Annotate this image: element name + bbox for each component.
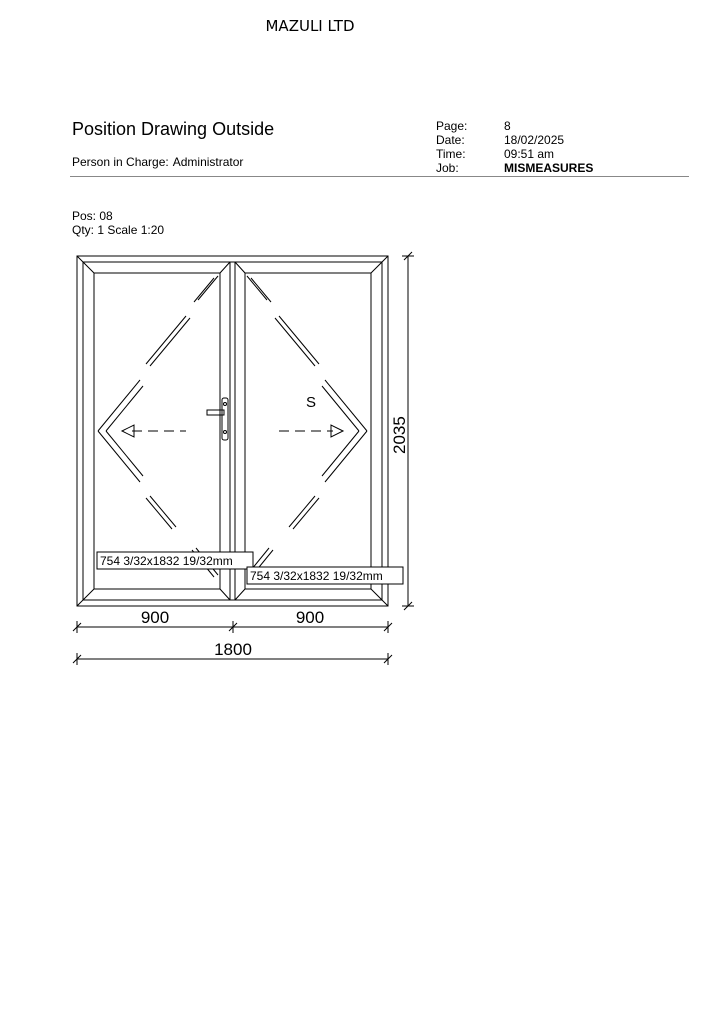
company-name: MAZULI LTD: [265, 17, 355, 35]
total-width-dimension: 1800: [214, 640, 252, 659]
right-sash: [235, 262, 382, 600]
qty-scale-line: Qty: 1 Scale 1:20: [72, 223, 165, 237]
meta-label: Date:: [436, 133, 465, 147]
meta-value: MISMEASURES: [504, 161, 594, 175]
meta-value: 8: [504, 119, 511, 133]
sash-marker: S: [306, 394, 317, 411]
width-dimension-line: [73, 621, 392, 633]
door-handle-icon: [207, 398, 228, 440]
person-label: Person in Charge:: [72, 155, 169, 169]
left-width-dimension: 900: [140, 608, 170, 627]
person-value: Administrator: [172, 155, 244, 169]
meta-value: 09:51 am: [504, 147, 555, 161]
right-opening-lines: [247, 276, 367, 577]
height-dimension: 2035: [390, 416, 409, 454]
right-width-dimension: 900: [295, 608, 325, 627]
pos-line: Pos: 08: [72, 209, 113, 223]
meta-label: Page:: [436, 119, 468, 133]
left-arrow-icon: [122, 425, 186, 437]
left-sash-label: 754 3/32x1832 19/32mm: [100, 554, 233, 568]
right-sash-label: 754 3/32x1832 19/32mm: [250, 569, 383, 583]
left-opening-lines: [98, 276, 218, 577]
inner-frame: [83, 262, 382, 600]
meta-label: Time:: [436, 147, 466, 161]
meta-label: Job:: [436, 161, 459, 175]
page-title: Position Drawing Outside: [72, 119, 275, 139]
right-arrow-icon: [279, 425, 343, 437]
meta-value: 18/02/2025: [504, 133, 565, 147]
